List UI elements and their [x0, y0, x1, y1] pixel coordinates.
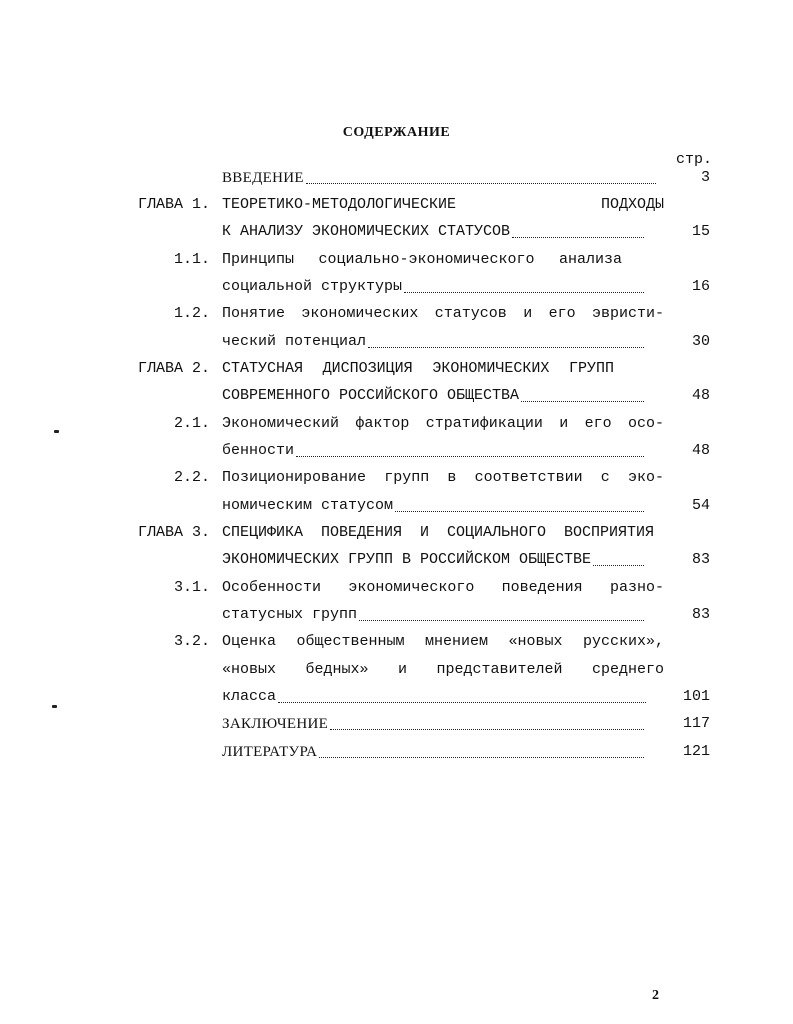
toc-entry-number: ГЛАВА 2.	[137, 360, 210, 377]
toc-entry-chapter-2-cont	[0, 385, 793, 407]
toc-entry-bibliography[interactable]	[0, 741, 793, 763]
toc-leader-line	[222, 713, 646, 735]
dot-leader	[319, 745, 644, 758]
toc-entry-introduction[interactable]	[0, 167, 793, 189]
toc-entry-section-1-1-cont	[0, 276, 793, 298]
toc-entry-number: 3.1.	[173, 579, 210, 596]
toc-entry-section-1-2[interactable]	[0, 303, 793, 325]
toc-leader-line	[222, 331, 646, 353]
toc-entry-text: класса	[222, 688, 277, 705]
toc-entry-section-3-2-cont2	[0, 686, 793, 708]
page-number: 2	[652, 988, 659, 1003]
toc-entry-number: 2.1.	[173, 415, 210, 432]
toc-leader-line	[222, 741, 646, 763]
toc-entry-section-3-1-cont	[0, 604, 793, 626]
toc-entry-text: ческий потенциал	[222, 333, 367, 350]
toc-leader-line	[222, 276, 646, 298]
dot-leader	[404, 280, 644, 293]
toc-page-number: 48	[691, 387, 710, 404]
dot-leader	[395, 499, 644, 512]
toc-page-number: 30	[691, 333, 710, 350]
toc-entry-section-1-2-cont	[0, 331, 793, 353]
toc-entry-text: ТЕОРЕТИКО-МЕТОДОЛОГИЧЕСКИЕ ПОДХОДЫ	[222, 196, 664, 213]
toc-entry-text: ВВЕДЕНИЕ	[222, 170, 304, 186]
toc-entry-number: ГЛАВА 3.	[137, 524, 210, 541]
toc-entry-chapter-3[interactable]	[0, 522, 793, 544]
dot-leader	[330, 717, 644, 730]
toc-entry-chapter-1[interactable]	[0, 194, 793, 216]
page-column-label: стр.	[675, 151, 712, 168]
toc-entry-section-2-2[interactable]	[0, 467, 793, 489]
toc-entry-text: СОВРЕМЕННОГО РОССИЙСКОГО ОБЩЕСТВА	[222, 387, 520, 404]
toc-entry-text: «новых бедных» и представителей среднего	[222, 661, 664, 678]
toc-entry-text: статусных групп	[222, 606, 358, 623]
toc-entry-text: СПЕЦИФИКА ПОВЕДЕНИЯ И СОЦИАЛЬНОГО ВОСПРИЯТИЯ	[222, 524, 654, 541]
toc-entry-section-3-2[interactable]	[0, 631, 793, 653]
toc-entry-number: ГЛАВА 1.	[137, 196, 210, 213]
toc-entry-text: бенности	[222, 442, 295, 459]
toc-entry-text: номическим статусом	[222, 497, 394, 514]
dot-leader	[593, 553, 644, 566]
toc-entry-text: ЭКОНОМИЧЕСКИХ ГРУПП В РОССИЙСКОМ ОБЩЕСТВЕ	[222, 551, 592, 568]
scan-speck	[52, 705, 57, 708]
toc-page-number: 48	[691, 442, 710, 459]
dot-leader	[512, 225, 644, 238]
toc-entry-conclusion[interactable]	[0, 713, 793, 735]
toc-page-number: 16	[691, 278, 710, 295]
scan-speck	[54, 430, 59, 433]
toc-page-number: 15	[691, 223, 710, 240]
toc-entry-text: ЛИТЕРАТУРА	[222, 744, 318, 760]
toc-page-number: 101	[682, 688, 710, 705]
toc-entry-section-2-2-cont	[0, 495, 793, 517]
toc-entry-chapter-3-cont	[0, 549, 793, 571]
toc-leader-line	[222, 549, 646, 571]
toc-page-number: 117	[682, 715, 710, 732]
toc-entry-text: Оценка общественным мнением «новых русских»,	[222, 633, 664, 650]
toc-entry-text: Позиционирование групп в соответствии с эко-	[222, 469, 664, 486]
toc-entry-text: Особенности экономического поведения разно-	[222, 579, 664, 596]
toc-entry-number: 2.2.	[173, 469, 210, 486]
dot-leader	[278, 690, 646, 703]
toc-entry-text: К АНАЛИЗУ ЭКОНОМИЧЕСКИХ СТАТУСОВ	[222, 223, 511, 240]
toc-page-number: 83	[691, 606, 710, 623]
toc-entry-number: 1.1.	[173, 251, 210, 268]
toc-entry-section-3-2-cont	[0, 659, 793, 681]
toc-leader-line	[222, 440, 646, 462]
toc-entry-number: 1.2.	[173, 305, 210, 322]
toc-page-number: 54	[691, 497, 710, 514]
dot-leader	[306, 171, 656, 184]
toc-leader-line	[222, 686, 648, 708]
dot-leader	[359, 608, 644, 621]
toc-entry-section-3-1[interactable]	[0, 577, 793, 599]
dot-leader	[521, 389, 644, 402]
toc-leader-line	[222, 167, 658, 189]
toc-page-number: 3	[700, 169, 710, 186]
toc-entry-text: ЗАКЛЮЧЕНИЕ	[222, 716, 329, 732]
dot-leader	[368, 335, 644, 348]
toc-entry-section-2-1[interactable]	[0, 413, 793, 435]
toc-page-number: 121	[682, 743, 710, 760]
toc-entry-chapter-2[interactable]	[0, 358, 793, 380]
toc-entry-chapter-1-cont	[0, 221, 793, 243]
toc-leader-line	[222, 385, 646, 407]
toc-entry-text: Понятие экономических статусов и его эвристи-	[222, 305, 664, 322]
toc-entry-text: Экономический фактор стратификации и его осо-	[222, 415, 664, 432]
toc-entry-number: 3.2.	[173, 633, 210, 650]
toc-entry-text: социальной структуры	[222, 278, 403, 295]
toc-leader-line	[222, 221, 646, 243]
toc-entry-text: Принципы социально-экономического анализа	[222, 251, 622, 268]
dot-leader	[296, 444, 644, 457]
toc-entry-text: СТАТУСНАЯ ДИСПОЗИЦИЯ ЭКОНОМИЧЕСКИХ ГРУПП	[222, 360, 614, 377]
page-title: СОДЕРЖАНИЕ	[342, 125, 451, 140]
toc-leader-line	[222, 495, 646, 517]
toc-page-number: 83	[691, 551, 710, 568]
toc-entry-section-1-1[interactable]	[0, 249, 793, 271]
toc-leader-line	[222, 604, 646, 626]
toc-entry-section-2-1-cont	[0, 440, 793, 462]
